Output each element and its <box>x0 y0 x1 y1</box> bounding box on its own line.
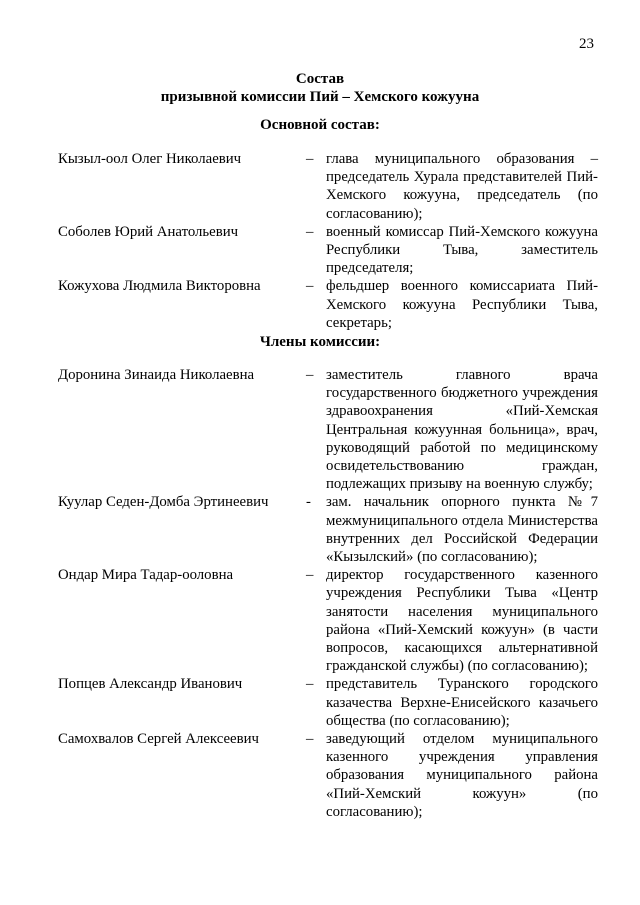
member-dash: - <box>306 494 311 511</box>
member-dash: – <box>306 731 314 748</box>
main-composition-heading: Основной состав: <box>260 117 380 133</box>
member-role: глава муниципального образования – председатель Хурала представителей Пий-Хемского кожууна, председатель (по согласованию); <box>326 151 598 222</box>
title-line-2: призывной комиссии Пий – Хемского кожууна <box>160 89 480 105</box>
member-role: фельдшер военного комиссариата Пий-Хемского кожууна Республики Тыва, секретарь; <box>326 278 598 331</box>
title-line-1: Состав <box>295 71 345 87</box>
member-name: Ондар Мира Тадар-ооловна <box>58 567 234 584</box>
member-dash: – <box>306 223 314 240</box>
member-entry <box>58 493 598 566</box>
member-entry <box>58 730 598 821</box>
member-entry <box>58 150 598 223</box>
member-name: Самохвалов Сергей Алексеевич <box>58 731 259 748</box>
member-dash: – <box>306 676 314 693</box>
member-role: заместитель главного врача государственного бюджетного учреждения здравоохранения «Пий-Хемская Центральная кожуунная больница», врач, руководящий работой по медицинскому освидетельствованию граждан, подлежащих призыву на военную службу; <box>326 367 598 493</box>
member-role: зам. начальник опорного пункта №7 межмуниципального отдела Министерства внутренних дел Российской Федерации «Кызылский» (по согласованию); <box>326 494 598 566</box>
member-entry <box>58 366 598 493</box>
member-dash: – <box>306 151 314 167</box>
member-name: Соболев Юрий Анатольевич <box>58 223 239 240</box>
member-role: представитель Туранского городского казачества Верхне-Енисейского казачьего общества (по согласованию); <box>326 676 598 729</box>
commission-members-heading: Члены комиссии: <box>259 334 381 350</box>
member-role: военный комиссар Пий-Хемского кожууна Республики Тыва, заместитель председателя; <box>326 223 598 277</box>
member-entry <box>58 223 598 278</box>
member-dash: – <box>306 278 314 295</box>
document-title <box>0 70 640 106</box>
member-name: Кызыл-оол Олег Николаевич <box>58 151 242 167</box>
commission-members-list <box>58 366 598 821</box>
member-entry <box>58 277 598 332</box>
member-name: Кожухова Людмила Викторовна <box>58 278 261 295</box>
page-number: 23 <box>579 36 594 52</box>
member-dash: – <box>306 367 314 383</box>
member-name: Доронина Зинаида Николаевна <box>58 367 255 383</box>
member-entry <box>58 675 598 730</box>
main-members-list <box>58 150 598 332</box>
member-name: Попцев Александр Иванович <box>58 676 243 693</box>
member-role: директор государственного казенного учреждения Республики Тыва «Центр занятости населения муниципального района «Пий-Хемский кожуун» (в части вопросов, касающихся альтернативной гражданской службы) (по согласованию); <box>326 567 598 675</box>
member-dash: – <box>306 567 314 584</box>
member-entry <box>58 566 598 675</box>
member-role: заведующий отделом муниципального казенного учреждения управления образования муниципального района «Пий-Хемский кожуун» (по согласованию); <box>326 731 598 820</box>
member-name: Куулар Седен-Домба Эртинеевич <box>58 494 269 511</box>
